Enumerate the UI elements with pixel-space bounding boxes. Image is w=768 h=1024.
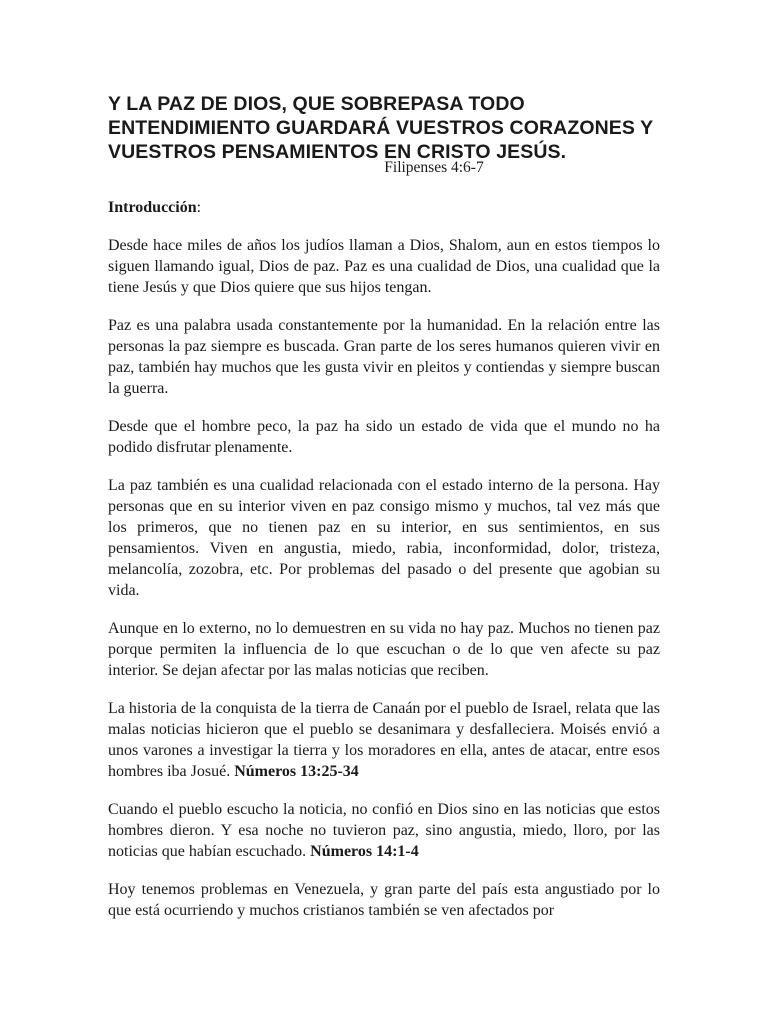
paragraph-4 bbox=[108, 475, 660, 601]
intro-heading-colon: : bbox=[196, 199, 202, 216]
paragraph-3 bbox=[108, 416, 660, 458]
paragraph-text: Paz es una palabra usada constantemente por la humanidad. En la relación entre las personas la paz siempre es buscada. Gran parte de los seres humanos quieren vivir en paz, también hay muchos que les gusta vivir en pleitos y contiendas y siempre buscan la guerra. bbox=[108, 317, 660, 397]
paragraph-text: Desde hace miles de años los judíos llaman a Dios, Shalom, aun en estos tiempos lo siguen llamando igual, Dios de paz. Paz es una cualidad de Dios, una cualidad que la tiene Jesús y que Dios quiere que sus hijos tengan. bbox=[108, 237, 660, 296]
paragraph-2 bbox=[108, 315, 660, 399]
paragraph-text: La paz también es una cualidad relacionada con el estado interno de la persona. Hay personas que en su interior viven en paz consigo mismo y muchos, tal vez más que los primeros, que no tienen paz en su interior, en sus sentimientos, en sus pensamientos. Viven en angustia, miedo, rabia, inconformidad, dolor, tristeza, melancolía, zozobra, etc. Por problemas del pasado o del presente que agobian su vida. bbox=[108, 477, 660, 599]
paragraph-8 bbox=[108, 879, 660, 921]
paragraph-text: Hoy tenemos problemas en Venezuela, y gran parte del país esta angustiado por lo que está ocurriendo y muchos cristianos también se ven afectados por bbox=[108, 881, 660, 919]
intro-heading-text: Introducción bbox=[108, 199, 197, 216]
bible-reference: Filipenses 4:6-7 bbox=[384, 159, 484, 176]
paragraph-6 bbox=[108, 698, 660, 782]
paragraph-5 bbox=[108, 618, 660, 681]
scripture-citation: Números 14:1-4 bbox=[310, 843, 419, 860]
paragraph-text: Desde que el hombre peco, la paz ha sido un estado de vida que el mundo no ha podido disfrutar plenamente. bbox=[108, 418, 660, 456]
paragraph-text: Cuando el pueblo escucho la noticia, no confió en Dios sino en las noticias que estos hombres dieron. Y esa noche no tuvieron paz, sino angustia, miedo, lloro, por las noticias que habían escuchado. bbox=[108, 801, 660, 860]
scripture-citation: Números 13:25-34 bbox=[234, 763, 359, 780]
paragraph-text: La historia de la conquista de la tierra de Canaán por el pueblo de Israel, relata que las malas noticias hicieron que el pueblo se desanimara y desfalleciera. Moisés envió a unos varones a investigar la tierra y los moradores en ella, antes de atacar, entre esos hombres iba Josué. bbox=[108, 700, 660, 780]
document-title: Y LA PAZ DE DIOS, QUE SOBREPASA TODO ENTENDIMIENTO GUARDARÁ VUESTROS CORAZONES Y VUESTROS PENSAMIENTOS EN CRISTO JESÚS. bbox=[108, 93, 653, 163]
paragraph-text: Aunque en lo externo, no lo demuestren en su vida no hay paz. Muchos no tienen paz porque permiten la influencia de lo que escuchan o de lo que ven afecte su paz interior. Se dejan afectar por las malas noticias que reciben. bbox=[108, 620, 660, 679]
document-page bbox=[108, 92, 660, 921]
paragraph-7 bbox=[108, 799, 660, 862]
intro-heading bbox=[108, 197, 660, 218]
paragraph-1 bbox=[108, 235, 660, 298]
